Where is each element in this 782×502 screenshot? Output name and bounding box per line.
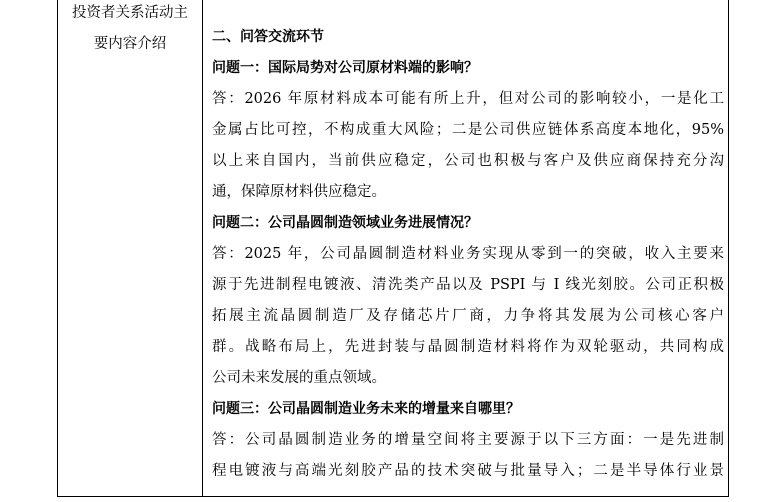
section-title: 二、问答交流环节 <box>212 29 324 45</box>
row-label-line-1: 投资者关系活动主 <box>72 5 188 21</box>
row-label-line-2: 要内容介绍 <box>93 36 167 52</box>
answer-3-line: 答：公司晶圆制造业务的增量空间将主要源于以下三方面：一是先进制 <box>212 432 724 448</box>
document-table <box>57 0 729 497</box>
answer-2-line: 公司未来发展的重点领域。 <box>212 370 386 386</box>
content-cell <box>212 22 724 487</box>
answer-1-line: 金属占比可控，不构成重大风险；二是公司供应链体系高度本地化，95% <box>212 122 724 138</box>
question-1: 问题一：国际局势对公司原材料端的影响？ <box>212 60 478 76</box>
answer-1-line: 答：2026 年原材料成本可能有所上升，但对公司的影响较小，一是化工 <box>212 91 724 107</box>
answer-2-line: 答：2025 年，公司晶圆制造材料业务实现从零到一的突破，收入主要来 <box>212 246 724 262</box>
question-2: 问题二：公司晶圆制造领域业务进展情况？ <box>212 215 478 231</box>
answer-1-line: 通，保障原材料供应稳定。 <box>212 184 386 200</box>
answer-2-line: 群。战略布局上，先进封装与晶圆制造材料将作为双轮驱动，共同构成 <box>212 339 724 355</box>
answer-2-line: 源于先进制程电镀液、清洗类产品以及 PSPI 与 I 线光刻胶。公司正积极 <box>212 277 724 293</box>
row-label-cell <box>58 0 202 60</box>
answer-2-line: 拓展主流晶圆制造厂及存储芯片厂商，力争将其发展为公司核心客户 <box>212 308 724 324</box>
column-divider <box>202 0 203 496</box>
question-3: 问题三：公司晶圆制造业务未来的增量来自哪里？ <box>212 401 520 417</box>
answer-1-line: 以上来自国内，当前供应稳定，公司也积极与客户及供应商保持充分沟 <box>212 153 724 169</box>
answer-3-line: 程电镀液与高端光刻胶产品的技术突破与批量导入；二是半导体行业景 <box>212 463 724 479</box>
